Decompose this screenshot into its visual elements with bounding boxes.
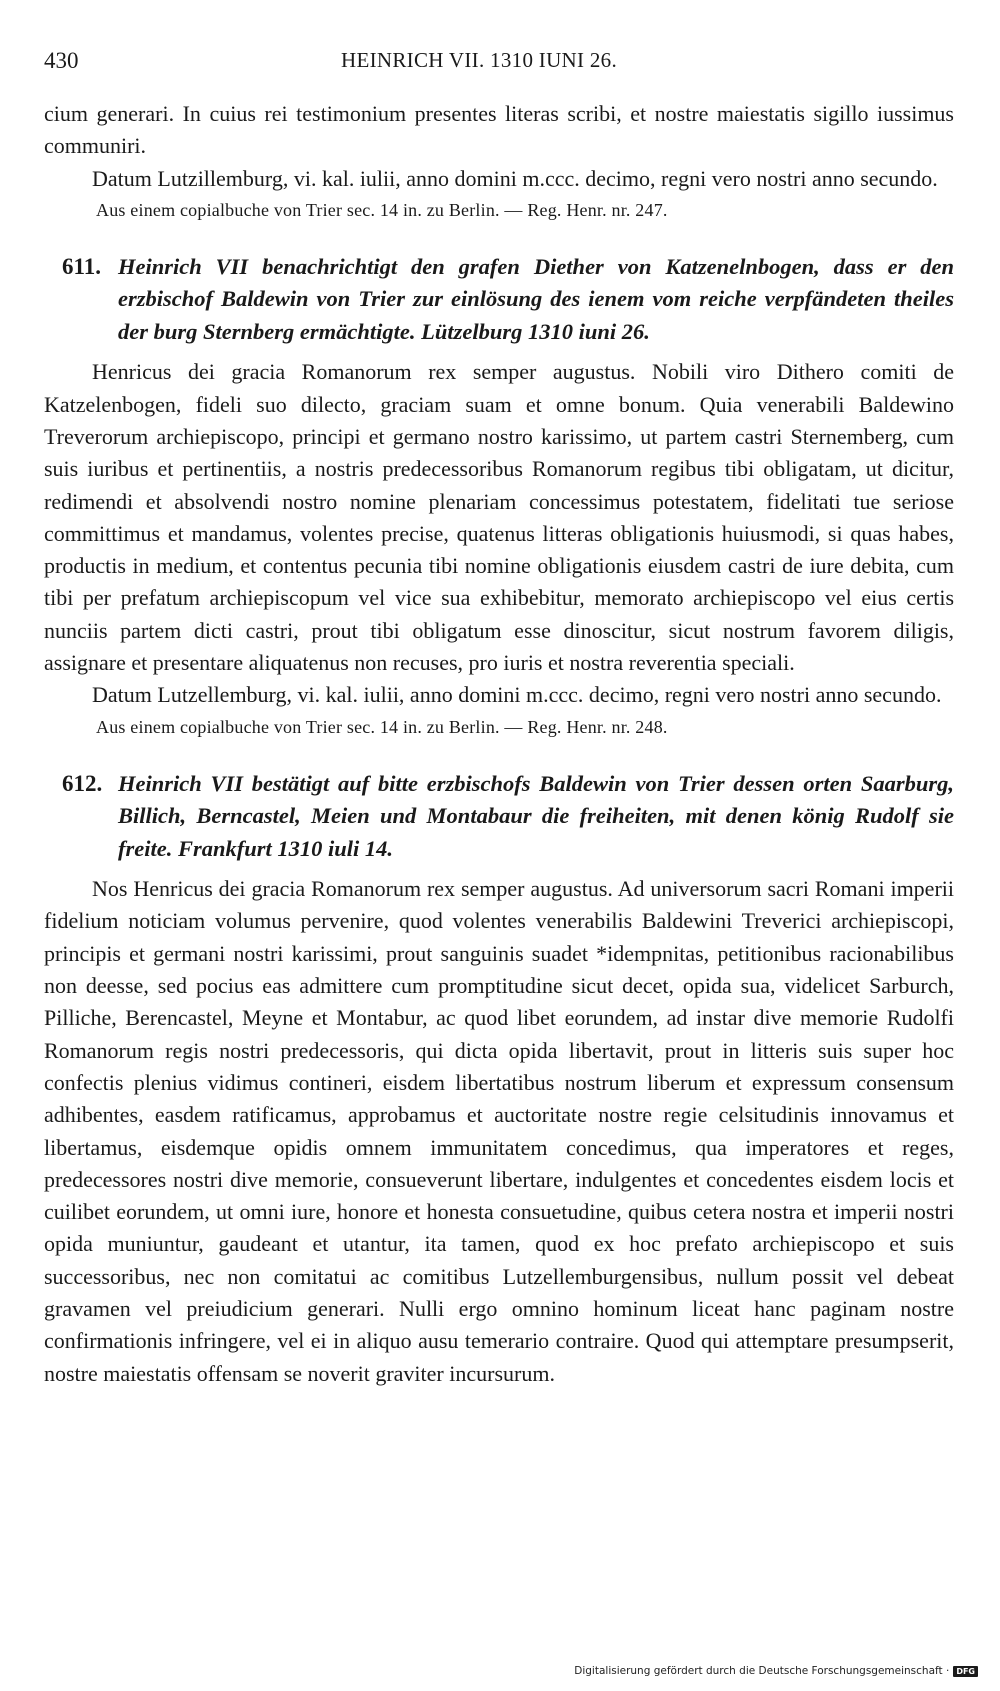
- entry-612: [44, 768, 954, 1390]
- opening-datum: Datum Lutzillemburg, vi. kal. iulii, anno domini m.ccc. decimo, regni vero nostri anno secundo.: [92, 165, 938, 191]
- entry-heading: [44, 251, 954, 349]
- entry-heading-text: Heinrich VII bestätigt auf bitte erzbischofs Baldewin von Trier dessen orten Saarburg, Billich, Berncastel, Meien und Montabaur die freiheiten, mit denen könig Rudolf sie freite. Frankfurt 1310 iuli 14.: [118, 770, 954, 861]
- entry-number: 612.: [62, 770, 103, 796]
- entry-source-note: Aus einem copialbuche von Trier sec. 14 in. zu Berlin. — Reg. Henr. nr. 248.: [96, 716, 668, 737]
- entry-paragraph: Nos Henricus dei gracia Romanorum rex semper augustus. Ad universorum sacri Romani imperii fidelium noticiam volumus pervenire, quod volentes venerabilis Baldewini Treverici archiepiscopi, principis et germani nostri karissimi, prout sanguinis suadet *idempnitas, petitionibus racionabilibus non deesse, sed pocius eas admittere cum promptitudine sicut decet, opida sua, videlicet Sarburch, Pilliche, Berencastel, Meyne et Montabur, ac quod libet eorundem, ad instar dive memorie Rudolfi Romanorum regis nostri predecessoris, qui dicta opida libertavit, prout in litteris suis super hoc confectis plenius vidimus contineri, eisdem libertatibus nostrum liberum et expressum consensum adhibentes, easdem ratificamus, approbamus et auctoritate nostre regie celsitudinis innovamus et libertamus, eisdemque opidis omnem immunitatem concedimus, qua imperatores et reges, predecessores nostri dive memorie, consueverunt libertare, indulgentes et concedentes eisdem locis et cuilibet eorundem, ut omni iure, honore et honesta consuetudine, quibus cetera nostra et imperii nostri opida muniuntur, gaudeant et utantur, ita tamen, quod ex hoc prefato archiepiscopo et suis successoribus, nec non comitatui ac comitibus Lutzellemburgensibus, nullum possit vel debeat gravamen vel preiudicium generari. Nulli ergo omnino hominum liceat hanc paginam nostre confirmationis infringere, vel ei in aliquo ausu temerario contraire. Quod qui attemptare presumpserit, nostre maiestatis offensam se noverit graviter incursurum.: [44, 876, 954, 1386]
- page-body: [44, 98, 954, 1390]
- entry-heading-text: Heinrich VII benachrichtigt den grafen Diether von Katzenelnbogen, dass er den erzbischof Baldewin von Trier zur einlösung des ienem vom reiche verpfändeten theiles der burg Sternberg ermächtigte. Lützelburg 1310 iuni 26.: [118, 253, 954, 344]
- footer-credit: Digitalisierung gefördert durch die Deutsche Forschungsgemeinschaft ·: [574, 1665, 950, 1677]
- entry-611: [44, 251, 954, 742]
- entry-number: 611.: [62, 253, 101, 279]
- dfg-logo-icon: DFG: [953, 1666, 978, 1677]
- running-head: HEINRICH VII. 1310 IUNI 26.: [341, 48, 618, 72]
- entry-heading: [44, 768, 954, 866]
- page-number: 430: [44, 48, 79, 73]
- digitization-footer: [574, 1665, 978, 1677]
- entry-datum: Datum Lutzellemburg, vi. kal. iulii, anno domini m.ccc. decimo, regni vero nostri anno secundo.: [92, 682, 942, 708]
- opening-source-note: Aus einem copialbuche von Trier sec. 14 in. zu Berlin. — Reg. Henr. nr. 247.: [96, 199, 668, 220]
- opening-paragraph: cium generari. In cuius rei testimonium presentes literas scribi, et nostre maiestatis sigillo iussimus communiri.: [44, 101, 954, 159]
- entry-paragraph: Henricus dei gracia Romanorum rex semper augustus. Nobili viro Dithero comiti de Katzelenbogen, fideli suo dilecto, graciam suam et omne bonum. Quia venerabili Baldewino Treverorum archiepiscopo, principi et germano nostro karissimo, ut partem castri Sternemberg, cum suis iuribus et pertinentiis, a nostris predecessoribus Romanorum regibus tibi obligatam, ut dicitur, redimendi et absolvendi nostro nomine plenariam concessimus potestatem, fidelitati tue seriose committimus et mandamus, volentes precise, quatenus litteras obligationis huiusmodi, si quas habes, productis in medium, et contentus pecunia tibi nomine obligationis eiusdem castri de iure debita, cum tibi per prefatum archiepiscopum vel vice sua exhibebitur, memorato archiepiscopo vel eius certis nunciis partem dicti castri, prout tibi obligatum esse dinoscitur, sicut nostrum favorem diligis, assignare et presentare aliquatenus non recuses, pro iuris et nostra reverentia speciali.: [44, 359, 954, 676]
- page-header: [44, 48, 956, 80]
